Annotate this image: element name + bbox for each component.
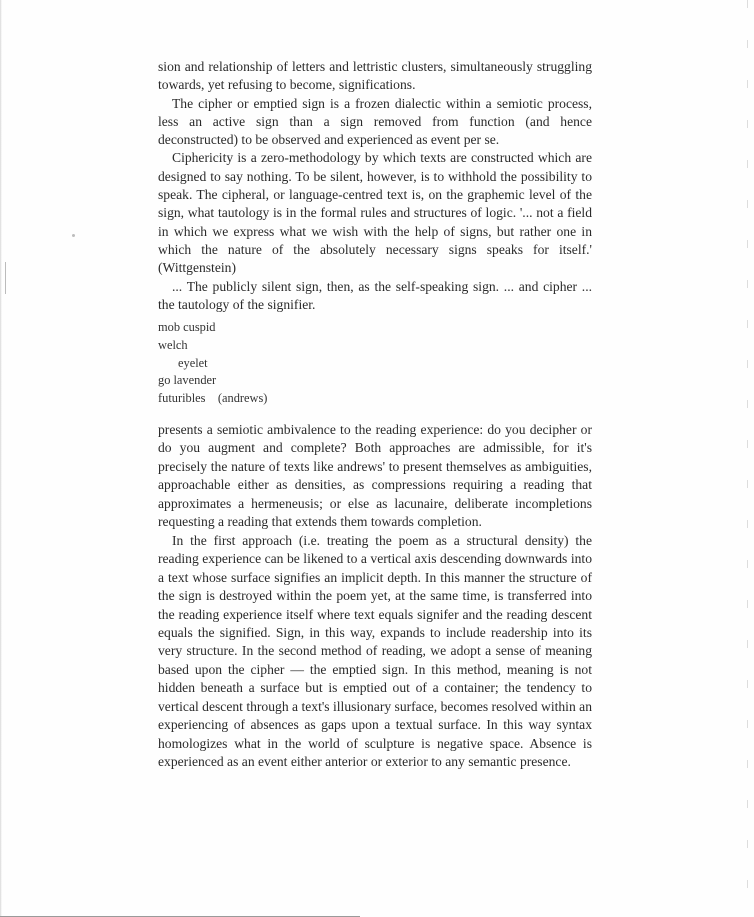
poem-line-indented: eyelet bbox=[178, 355, 208, 370]
paragraph-ambivalence: presents a semiotic ambivalence to the reading experience: do you decipher or do you augment and complete? Both approaches are admissible, for it's precisely the nature of texts like andrews' to present themselves as ambiguities, approachable either as densities, as compressions requiring a reading that approximates a hermeneusis; or else as lacunaire, deliberate incompletions requesting a reading that extends them towards completion. bbox=[158, 422, 592, 530]
intro-text-block bbox=[158, 58, 592, 314]
scan-speck bbox=[72, 234, 75, 237]
paragraph-first-approach: In the first approach (i.e. treating the poem as a structural density) the reading experience can be likened to a vertical axis descending downwards into a text whose surface signifies an implicit depth. In this manner the structure of the sign is destroyed within the poem yet, at the same time, is transferred into the reading experience itself where text equals signifer and the reading descent equals the signified. Sign, in this way, expands to include readership into its very structure. In the second method of reading, we adopt a sense of meaning based upon the cipher — the emptied sign. In this method, meaning is not hidden beneath a surface but is emptied out of a container; the tendency to vertical descent through a text's illusionary surface, becomes resolved within an experiencing of absences as gaps upon a textual surface. In this way syntax homologizes what in the world of sculpture is negative space. Absence is experienced as an event either anterior or exterior to any semantic presence. bbox=[158, 532, 592, 770]
scan-left-edge-shadow bbox=[0, 0, 2, 917]
poem-line: futuribles bbox=[158, 391, 206, 406]
poem-attribution: (andrews) bbox=[217, 391, 268, 406]
paragraph-continuation: sion and relationship of letters and lettristic clusters, simultaneously struggling towards, yet refusing to become, significations. bbox=[158, 59, 592, 93]
body-text-block bbox=[158, 421, 592, 772]
paragraph-cipher: The cipher or emptied sign is a frozen dialectic within a semiotic process, less an active sign than a sign removed from function (and hence deconstructed) to be observed and experienced as event per se. bbox=[158, 95, 592, 148]
poem-last-line bbox=[158, 390, 267, 408]
poem-line: welch bbox=[158, 337, 188, 352]
poem-excerpt bbox=[158, 319, 267, 408]
paragraph-ciphericity: Ciphericity is a zero-methodology by which texts are constructed which are designed to say nothing. To be silent, however, is to withhold the possibility to speak. The cipheral, or language-centred text is, on the graphemic level of the sign, what tautology is in the formal rules and structures of logic. '... not a field in which we express what we wish with the help of signs, but rather one in which the nature of the absolutely necessary signs speaks for itself.' (Wittgenstein) bbox=[158, 150, 592, 276]
scan-right-edge-artifacts bbox=[747, 0, 748, 917]
poem-line: mob cuspid bbox=[158, 320, 216, 334]
scan-left-mark bbox=[5, 262, 6, 294]
poem-line: go lavender bbox=[158, 373, 217, 388]
paragraph-silent-sign: ... The publicly silent sign, then, as the self-speaking sign. ... and cipher ... the tautology of the signifier. bbox=[158, 278, 592, 312]
